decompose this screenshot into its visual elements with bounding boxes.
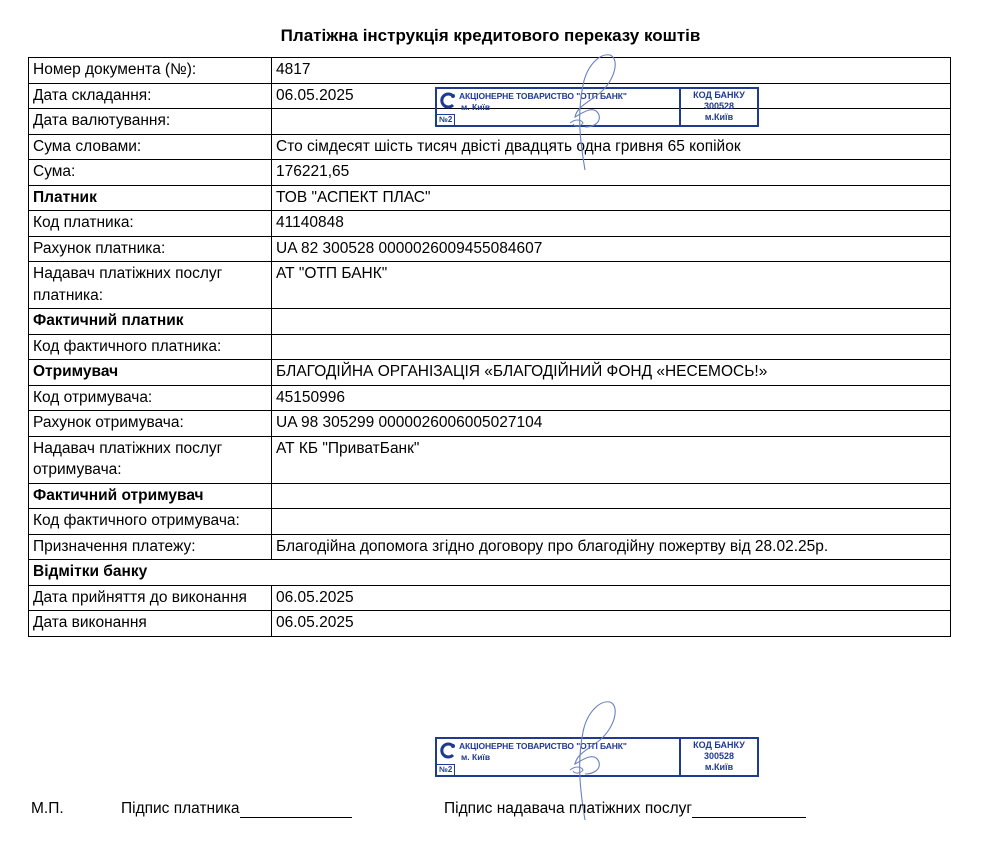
payer-signature-field <box>121 800 352 818</box>
row-label: Фактичний платник <box>29 309 272 335</box>
stamp-code-city: м.Київ <box>704 112 734 122</box>
row-value: Сто сімдесят шість тисяч двісті двадцять одна гривня 65 копійок <box>272 134 951 160</box>
table-row <box>29 134 951 160</box>
table-row <box>29 560 951 586</box>
table-row <box>29 385 951 411</box>
table-row <box>29 211 951 237</box>
table-row <box>29 185 951 211</box>
table-row <box>29 611 951 637</box>
table-row <box>29 262 951 309</box>
row-label: Код фактичного отримувача: <box>29 509 272 535</box>
payment-form-table <box>28 57 951 637</box>
row-label: Платник <box>29 185 272 211</box>
table-row <box>29 436 951 483</box>
row-value: 176221,65 <box>272 160 951 186</box>
row-label: Сума: <box>29 160 272 186</box>
table-row <box>29 411 951 437</box>
row-label: Фактичний отримувач <box>29 483 272 509</box>
row-value: Благодійна допомога згідно договору про благодійну пожертву від 28.02.25р. <box>272 534 951 560</box>
row-value: 45150996 <box>272 385 951 411</box>
stamp-bank-name: АКЦІОНЕРНЕ ТОВАРИСТВО "ОТП БАНК" <box>459 741 627 751</box>
stamp-code: 300528 <box>703 751 735 761</box>
row-label: Дата складання: <box>29 83 272 109</box>
row-value <box>272 309 951 335</box>
row-value: АТ "ОТП БАНК" <box>272 262 951 309</box>
row-label: Сума словами: <box>29 134 272 160</box>
otp-logo-icon <box>440 742 457 759</box>
row-label: Код отримувача: <box>29 385 272 411</box>
row-value <box>272 334 951 360</box>
row-label: Номер документа (№): <box>29 58 272 84</box>
row-value: 06.05.2025 <box>272 83 951 109</box>
stamp-code: 300528 <box>703 101 735 111</box>
provider-signature-line <box>692 801 806 818</box>
table-row <box>29 360 951 386</box>
payer-signature-line <box>240 801 352 818</box>
row-label: Рахунок платника: <box>29 236 272 262</box>
table-row <box>29 483 951 509</box>
row-value: 41140848 <box>272 211 951 237</box>
row-label: Призначення платежу: <box>29 534 272 560</box>
table-row <box>29 509 951 535</box>
stamp-bank-name: АКЦІОНЕРНЕ ТОВАРИСТВО "ОТП БАНК" <box>459 91 627 101</box>
row-label: Дата валютування: <box>29 109 272 135</box>
table-row <box>29 309 951 335</box>
table-row <box>29 236 951 262</box>
document-title: Платіжна інструкція кредитового переказу коштів <box>280 26 701 45</box>
table-row <box>29 160 951 186</box>
row-value: UA 82 300528 0000026009455084607 <box>272 236 951 262</box>
payer-signature-label: Підпис платника <box>121 800 240 817</box>
provider-signature-field <box>444 800 806 818</box>
row-value: UA 98 305299 0000026006005027104 <box>272 411 951 437</box>
table-row <box>29 58 951 84</box>
stamp-city: м. Київ <box>461 102 491 112</box>
stamp-code-label: КОД БАНКУ <box>693 740 745 750</box>
otp-logo-icon <box>440 92 457 109</box>
row-value: 06.05.2025 <box>272 585 951 611</box>
stamp-code-label: КОД БАНКУ <box>693 90 745 100</box>
row-label: Дата прийняття до виконання <box>29 585 272 611</box>
row-label: Надавач платіжних послуг отримувача: <box>29 436 272 483</box>
row-value <box>272 483 951 509</box>
stamp-code-box <box>681 87 759 127</box>
stamp-number: №2 <box>437 114 455 125</box>
row-label: Код платника: <box>29 211 272 237</box>
table-row <box>29 334 951 360</box>
stamp-place-label: М.П. <box>31 800 64 817</box>
row-value: БЛАГОДІЙНА ОРГАНІЗАЦІЯ «БЛАГОДІЙНИЙ ФОНД «НЕСЕМОСЬ!» <box>272 360 951 386</box>
row-label: Дата виконання <box>29 611 272 637</box>
row-value: АТ КБ "ПриватБанк" <box>272 436 951 483</box>
row-label: Отримувач <box>29 360 272 386</box>
row-label: Код фактичного платника: <box>29 334 272 360</box>
table-row <box>29 534 951 560</box>
bank-marks-header: Відмітки банку <box>29 560 951 586</box>
row-value: ТОВ "АСПЕКТ ПЛАС" <box>272 185 951 211</box>
row-label: Надавач платіжних послуг платника: <box>29 262 272 309</box>
row-value: 4817 <box>272 58 951 84</box>
stamp-code-box <box>681 737 759 777</box>
stamp-number: №2 <box>437 764 455 775</box>
table-row <box>29 585 951 611</box>
row-value <box>272 509 951 535</box>
row-label: Рахунок отримувача: <box>29 411 272 437</box>
stamp-code-city: м.Київ <box>704 762 734 772</box>
handwritten-signature <box>555 45 625 175</box>
row-value: 06.05.2025 <box>272 611 951 637</box>
provider-signature-label: Підпис надавача платіжних послуг <box>444 800 693 817</box>
stamp-city: м. Київ <box>461 752 491 762</box>
